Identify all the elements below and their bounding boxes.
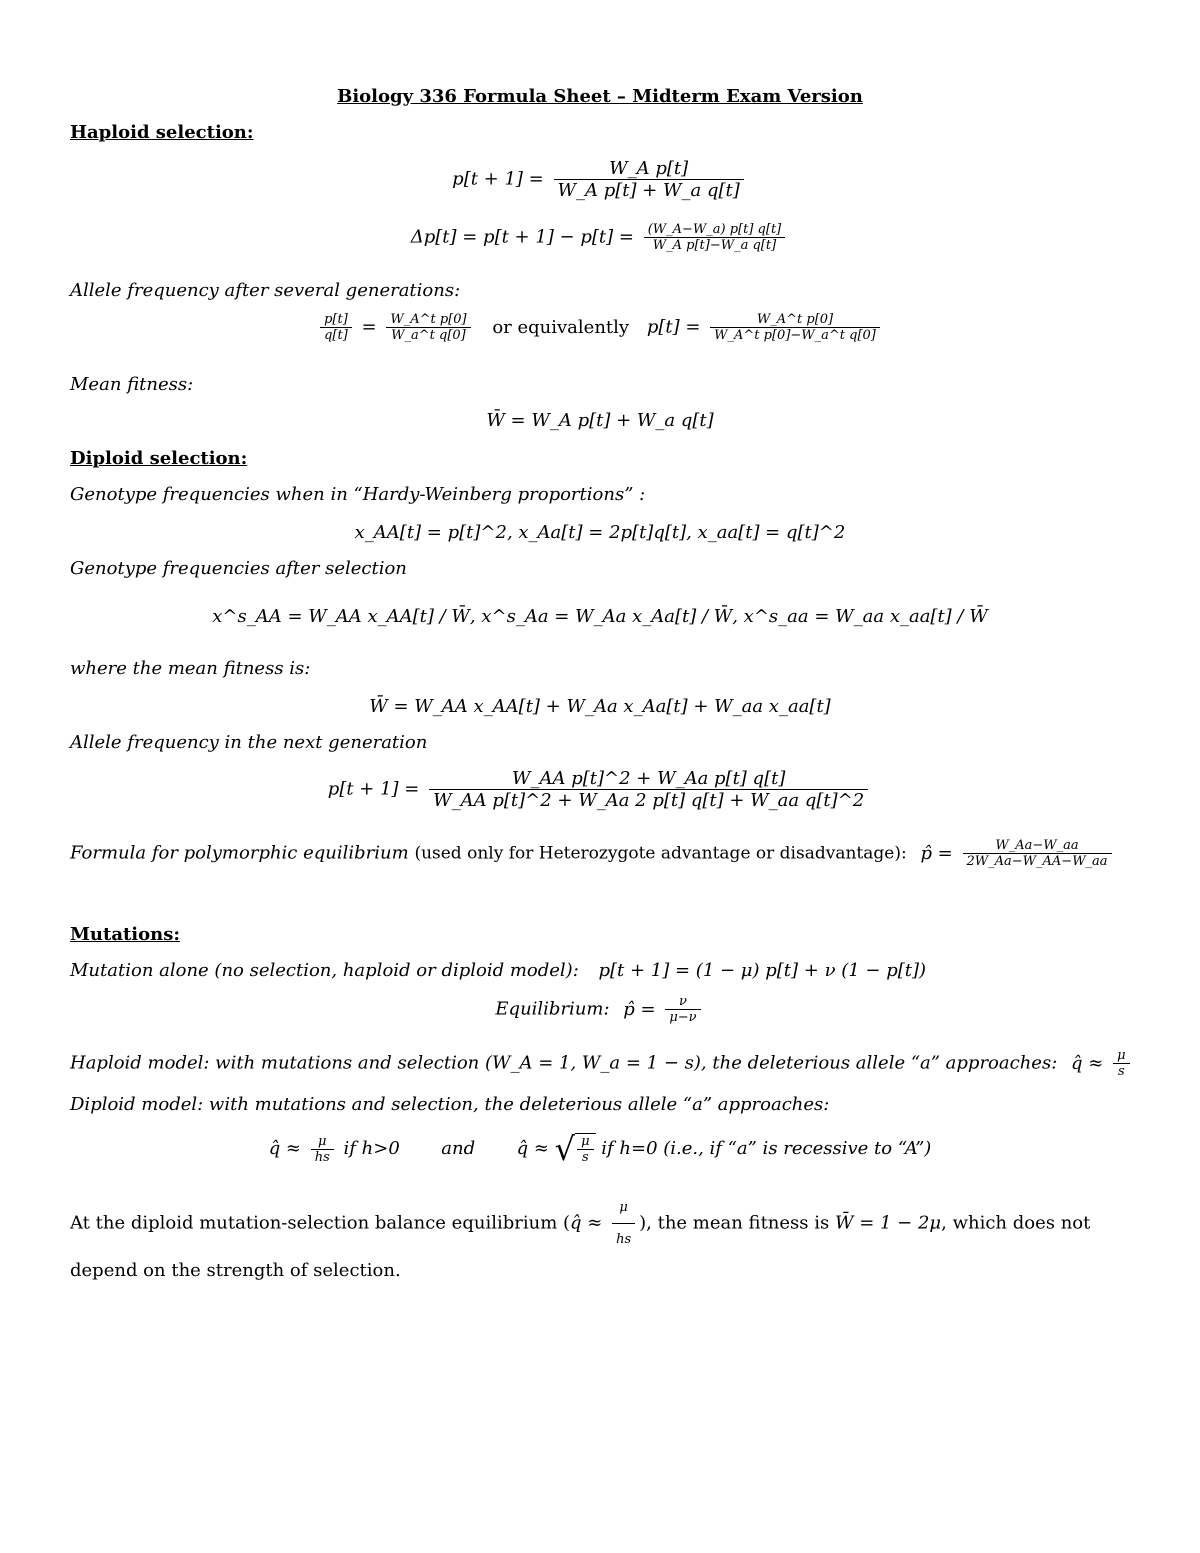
eq-fraction — [1113, 1048, 1129, 1079]
mutation-alone-row — [70, 960, 1130, 981]
mutation-equilibrium-row — [0, 994, 1200, 1025]
haploid-recursion-equation — [0, 158, 1200, 201]
condition-text: if h=0 (i.e., if “a” is recessive to “A”) — [601, 1138, 932, 1159]
eq-numerator: W_AA p[t]^2 + W_Aa p[t] q[t] — [511, 768, 786, 789]
eq-denominator: 2W_Aa−W_AA−W_aa — [963, 853, 1112, 869]
polymorphic-equilibrium-row — [70, 838, 1130, 869]
balance-equation: W̄ = 1 − 2μ — [834, 1212, 942, 1234]
mean-fitness-label: Mean fitness: — [70, 374, 194, 395]
eq-denominator: s — [1113, 1063, 1129, 1079]
haploid-mutation-label-start: Haploid model: with mutations and selection ( — [70, 1052, 492, 1074]
eq-fraction — [612, 1192, 635, 1255]
eq-denominator: W_A p[t]−W_a q[t] — [644, 237, 786, 253]
eq-fraction — [577, 1134, 593, 1165]
several-generations-equation: $\frac{p[t]}{q[t]}$ = $\frac{\text{W\_A\textasciicircum{}t p[0]}}{\text{W\_a\textasciicircum{}t q[0]}}$ or equivalently p[t] = $\frac{\text{W\_A\textasciicircum{}t p[0]}}{\text{W\_A\textasciicircum{}t p[0]−W\_a\textasciicircum{}t q[0]}}$ — [0, 312, 1200, 343]
balance-text-middle: ), the mean fitness is — [639, 1212, 830, 1234]
hardy-weinberg-equation: x_AA[t] = p[t]^2, x_Aa[t] = 2p[t]q[t], x_aa[t] = q[t]^2 — [354, 522, 846, 543]
haploid-mutation-row — [70, 1048, 1130, 1079]
eq-numerator: W_A^t p[0] — [390, 312, 467, 327]
eq-fraction — [554, 158, 744, 201]
haploid-mutation-params: W_A = 1, W_a = 1 − s — [492, 1052, 694, 1074]
mutation-alone-equation: p[t + 1] = (1 − μ) p[t] + ν (1 − p[t]) — [598, 960, 927, 981]
haploid-delta-equation — [0, 222, 1200, 253]
eq-lhs: p[t + 1] = — [327, 778, 420, 800]
eq-lhs: p̂ = — [623, 998, 656, 1020]
equilibrium-label: Equilibrium: — [495, 998, 610, 1020]
eq-numerator: (W_A−W_a) p[t] q[t] — [647, 222, 782, 237]
eq-denominator: W_A^t p[0]−W_a^t q[0] — [710, 327, 880, 343]
polymorphic-note: (used only for Heterozygote advantage or disadvantage): — [414, 843, 907, 864]
eq-denominator: μ−ν — [665, 1009, 700, 1025]
eq-numerator: W_A p[t] — [609, 158, 689, 179]
eq-fraction — [665, 994, 700, 1025]
eq-lhs: q̂ ≈ — [268, 1138, 302, 1159]
eq-lhs: p̂ = — [920, 842, 953, 864]
and-text: and — [441, 1138, 476, 1159]
eq-numerator: ν — [679, 994, 687, 1009]
balance-text-start: At the diploid mutation-selection balance equilibrium ( — [70, 1212, 571, 1234]
eq-denominator: s — [577, 1149, 593, 1165]
hardy-weinberg-label: Genotype frequencies when in “Hardy-Weinberg proportions” : — [70, 484, 646, 505]
eq-numerator: W_A^t p[0] — [756, 312, 834, 327]
diploid-mean-fitness-label: where the mean fitness is: — [70, 658, 311, 679]
diploid-mean-fitness-equation: W̄ = W_AA x_AA[t] + W_Aa x_Aa[t] + W_aa x_aa[t] — [369, 696, 831, 717]
eq-lhs: Δp[t] = p[t + 1] − p[t] = — [410, 226, 634, 248]
next-generation-label: Allele frequency in the next generation — [70, 732, 428, 753]
eq-lhs: p[t + 1] = — [452, 168, 544, 190]
eq-fraction — [429, 768, 868, 811]
eq-denominator: hs — [311, 1149, 334, 1165]
next-generation-equation — [0, 768, 1200, 811]
haploid-mean-fitness-equation: W̄ = W_A p[t] + W_a q[t] — [486, 410, 714, 431]
eq-numerator: μ — [619, 1200, 628, 1215]
eq-fraction — [644, 222, 786, 253]
eq-fraction — [311, 1134, 334, 1165]
haploid-mutation-label-end: ), the deleterious allele “a” approaches: — [693, 1052, 1058, 1074]
eq-numerator: W_Aa−W_aa — [995, 838, 1079, 853]
page-title: Biology 336 Formula Sheet – Midterm Exam Version — [337, 86, 863, 107]
square-root — [555, 1130, 596, 1168]
polymorphic-label: Formula for polymorphic equilibrium — [70, 842, 409, 864]
condition-text: if h>0 — [343, 1138, 400, 1159]
diploid-mutation-label: Diploid model: with mutations and selection, the deleterious allele “a” approaches: — [70, 1094, 830, 1115]
eq-lhs: p[t] = — [646, 316, 701, 338]
eq-denominator: W_AA p[t]^2 + W_Aa 2 p[t] q[t] + W_aa q[t]^2 — [429, 789, 868, 811]
several-generations-label: Allele frequency after several generations: — [70, 280, 461, 301]
ratio-denominator: q[t] — [320, 327, 352, 343]
eq-lhs: q̂ ≈ — [516, 1138, 549, 1159]
balance-text-end: , which does not depend on the strength of selection. — [70, 1212, 1091, 1281]
after-selection-label: Genotype frequencies after selection — [70, 558, 407, 579]
eq-denominator: hs — [612, 1223, 635, 1255]
eq-fraction — [710, 312, 880, 343]
radical-sign: √ — [554, 1130, 576, 1168]
ratio-fraction — [320, 312, 352, 343]
eq-denominator: W_a^t q[0] — [386, 327, 470, 343]
haploid-heading: Haploid selection: — [70, 122, 254, 143]
eq-fraction — [386, 312, 470, 343]
after-selection-equation: x^s_AA = W_AA x_AA[t] / W̄, x^s_Aa = W_Aa x_Aa[t] / W̄, x^s_aa = W_aa x_aa[t] / W̄ — [212, 606, 988, 627]
mutations-heading: Mutations: — [70, 924, 181, 945]
diploid-heading: Diploid selection: — [70, 448, 248, 469]
ratio-numerator: p[t] — [324, 312, 348, 327]
eq-lhs: q̂ ≈ — [570, 1212, 603, 1234]
eq-numerator: μ — [581, 1134, 590, 1149]
diploid-mutation-equations — [0, 1130, 1200, 1168]
eq-numerator: μ — [1117, 1048, 1126, 1063]
mutation-alone-label: Mutation alone (no selection, haploid or diploid model): — [70, 960, 579, 981]
eq-denominator: W_A p[t] + W_a q[t] — [554, 179, 744, 201]
eq-numerator: μ — [318, 1133, 327, 1149]
eq-fraction — [963, 838, 1112, 869]
balance-paragraph — [70, 1192, 1130, 1286]
connector-text: or equivalently — [492, 316, 630, 338]
eq-lhs: q̂ ≈ — [1071, 1052, 1104, 1074]
